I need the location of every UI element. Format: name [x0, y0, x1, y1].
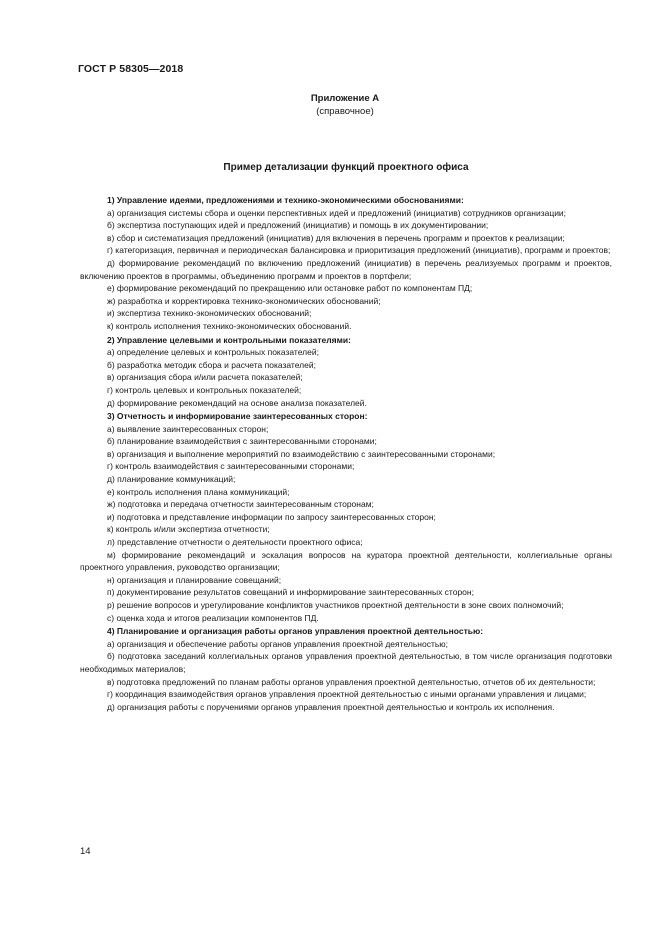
list-item: б) планирование взаимодействия с заинтересованными сторонами;	[107, 436, 377, 447]
appendix-title: Приложение А	[310, 93, 380, 104]
list-item: в) подготовка предложений по планам работы органов управления проектной деятельностью, отчетов об их деятельности;	[107, 676, 596, 687]
list-item: а) организация и обеспечение работы органов управления проектной деятельностью;	[107, 638, 449, 649]
list-item: а) выявление заинтересованных сторон;	[107, 423, 269, 434]
section-heading: 2) Управление целевыми и контрольными показателями:	[107, 334, 351, 345]
document-code: ГОСТ Р 58305—2018	[78, 63, 184, 75]
list-item: р) решение вопросов и урегулирование конфликтов участников проектной деятельности в зоне своих полномочий;	[107, 600, 564, 610]
list-item: в) сбор и систематизация предложений (инициатив) для включения в перечень программ и проектов к реализации;	[107, 232, 565, 243]
list-item: е) контроль исполнения плана коммуникаций;	[107, 486, 290, 497]
page-number: 14	[80, 846, 91, 857]
section-heading: 4) Планирование и организация работы органов управления проектной деятельностью:	[107, 626, 484, 637]
list-item: д) формирование рекомендаций по включению предложений (инициатив) в перечень реализуемых программ и проектов, включению проектов в программы, объединению программ и проектов в портфели;	[80, 257, 612, 281]
list-item: в) организация и выполнение мероприятий по взаимодействию с заинтересованными сторонами;	[107, 448, 496, 459]
appendix-block	[200, 92, 490, 118]
list-item: г) контроль взаимодействия с заинтересованными сторонами;	[107, 461, 355, 472]
list-item: с) оценка хода и итогов реализации компонентов ПД.	[107, 612, 319, 623]
list-item: н) организация и планирование совещаний;	[107, 574, 282, 585]
appendix-subtitle: (справочное)	[316, 106, 374, 117]
list-item: д) формирование рекомендаций на основе анализа показателей.	[107, 397, 367, 408]
section-heading: 1) Управление идеями, предложениями и технико-экономическими обоснованиями:	[107, 195, 464, 205]
list-item: в) организация сбора и/или расчета показателей;	[107, 372, 303, 383]
list-item: к) контроль исполнения технико-экономических обоснований.	[107, 320, 352, 331]
list-item: г) категоризация, первичная и периодическая балансировка и приоритизация предложений (инициатив), программ и проектов;	[107, 245, 611, 256]
list-item: г) координация взаимодействия органов управления проектной деятельностью с иными органами управления и лицами;	[107, 689, 587, 700]
list-item: ж) разработка и корректировка технико-экономических обоснований;	[107, 295, 381, 306]
list-item: л) представление отчетности о деятельности проектного офиса;	[107, 537, 363, 548]
list-item: б) разработка методик сбора и расчета показателей;	[107, 359, 316, 370]
list-item: д) организация работы с поручениями органов управления проектной деятельностью и контроль их исполнения.	[107, 701, 555, 712]
list-item: и) экспертиза технико-экономических обоснований;	[107, 308, 312, 319]
list-item: б) подготовка заседаний коллегиальных органов управления проектной деятельностью, в том числе организация подготовки необходимых материалов;	[80, 651, 612, 674]
list-item: г) контроль целевых и контрольных показателей;	[107, 384, 302, 395]
document-body	[80, 193, 612, 713]
list-item: к) контроль и/или экспертиза отчетности;	[107, 524, 270, 535]
list-item: м) формирование рекомендаций и эскалация вопросов на куратора проектной деятельности, коллегиальные органы проектного управления, руководство организации;	[80, 549, 612, 573]
list-item: и) подготовка и представление информации по запросу заинтересованных сторон;	[107, 511, 436, 522]
list-item: ж) подготовка и передача отчетности заинтересованным сторонам;	[107, 499, 374, 510]
list-item: а) организация системы сбора и оценки перспективных идей и предложений (инициатив) сотрудников организации;	[107, 207, 567, 218]
list-item: п) документирование результатов совещаний и информирование заинтересованных сторон;	[107, 587, 474, 598]
list-item: б) экспертиза поступающих идей и предложений (инициатив) и помощь в их документировании;	[107, 220, 489, 231]
list-item: а) определение целевых и контрольных показателей;	[107, 347, 319, 358]
list-item: д) планирование коммуникаций;	[107, 474, 236, 485]
page-title: Пример детализации функций проектного офиса	[223, 162, 469, 173]
section-heading: 3) Отчетность и информирование заинтересованных сторон:	[107, 411, 368, 422]
list-item: е) формирование рекомендаций по прекращению или остановке работ по компонентам ПД;	[107, 283, 473, 294]
